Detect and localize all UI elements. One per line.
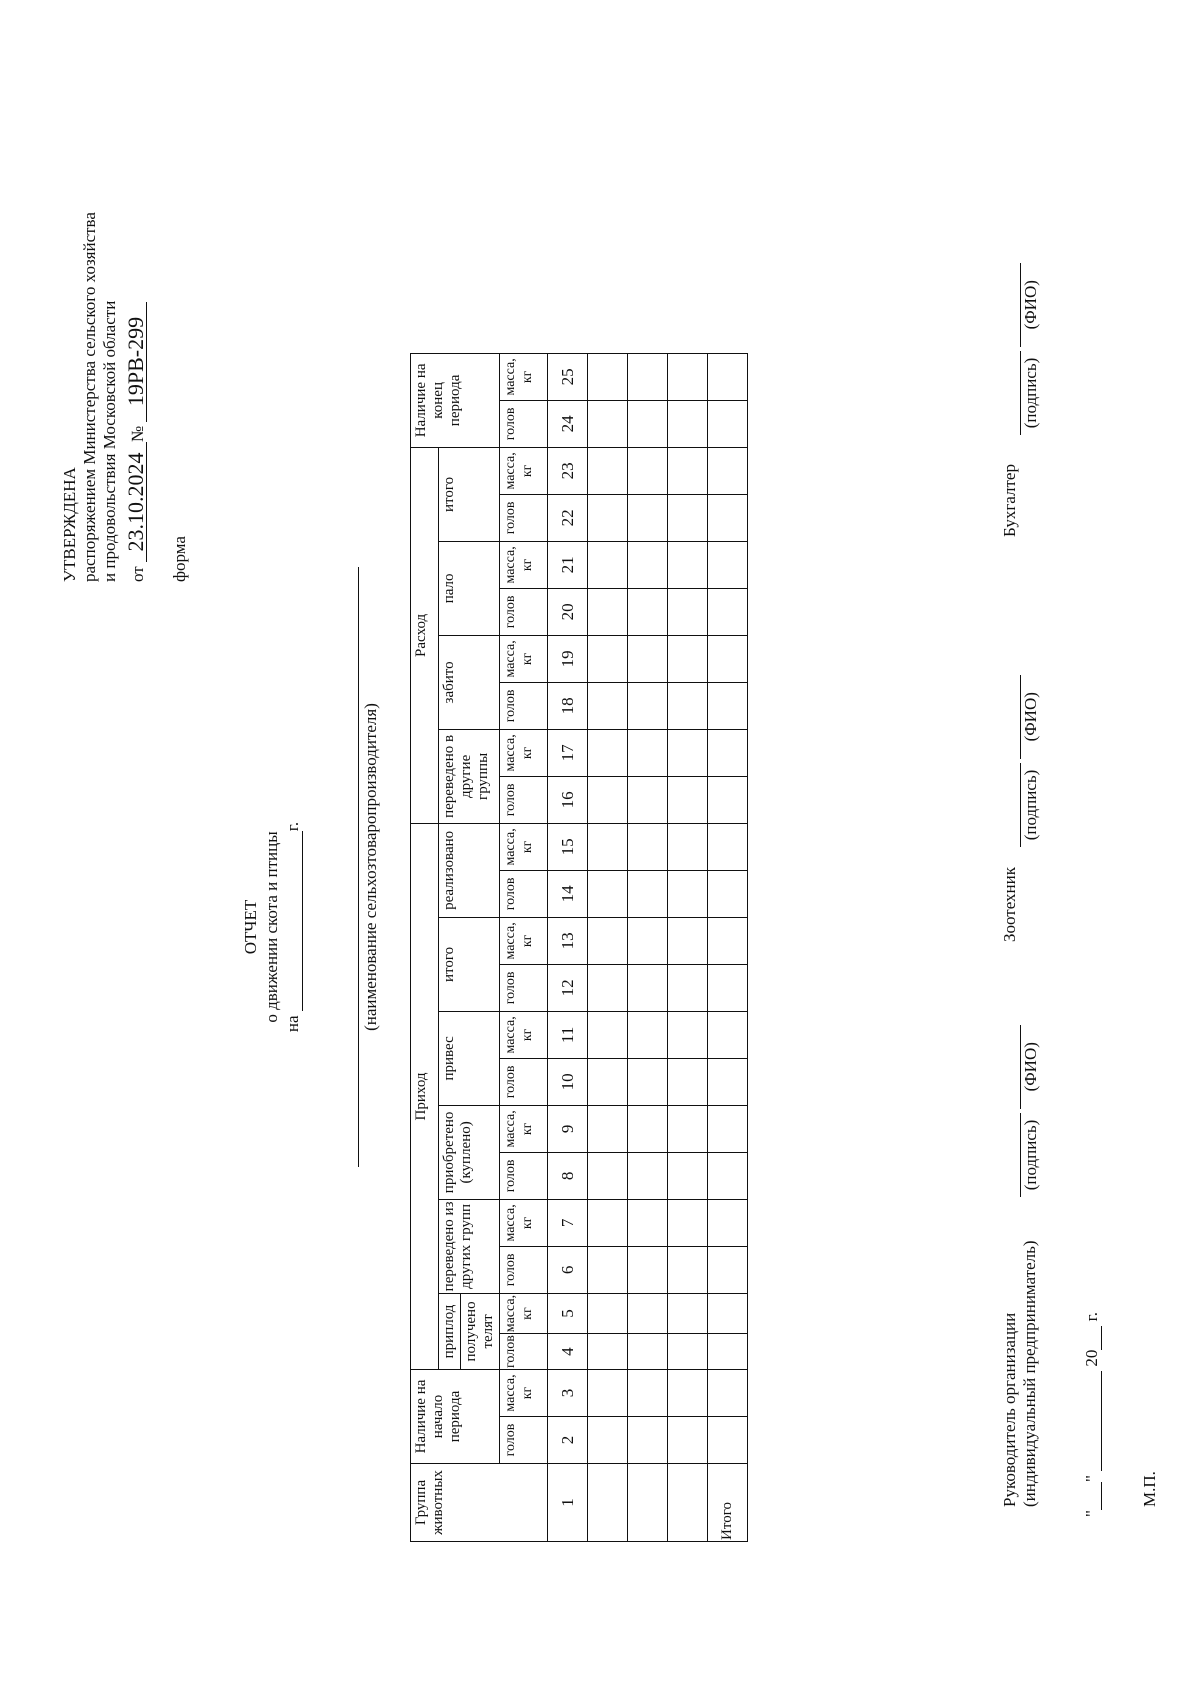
approval-line-2: распоряжением Министерства сельского хозяйства bbox=[80, 212, 99, 582]
mass-unit-header: масса, кг bbox=[500, 353, 548, 400]
approval-date-line bbox=[123, 212, 148, 582]
head-label-2: (индивидуальный предприниматель) bbox=[1020, 1240, 1039, 1507]
table-cell[interactable] bbox=[708, 353, 748, 400]
stamp-label: М.П. bbox=[1140, 1471, 1159, 1507]
table-cell[interactable] bbox=[708, 1417, 748, 1464]
mass-unit-header: масса, кг bbox=[500, 447, 548, 494]
zootech-signature-caption: (подпись) bbox=[1020, 763, 1041, 847]
table-cell[interactable] bbox=[628, 400, 668, 447]
table-cell[interactable] bbox=[668, 1464, 708, 1542]
approval-block bbox=[60, 212, 190, 582]
expense-header: Расход bbox=[411, 447, 439, 823]
table-cell[interactable] bbox=[668, 1293, 708, 1333]
table-cell[interactable] bbox=[668, 917, 708, 964]
heads-unit-header: голов bbox=[500, 1334, 548, 1370]
column-number: 13 bbox=[548, 917, 588, 964]
table-cell[interactable] bbox=[668, 1105, 708, 1152]
table-cell[interactable] bbox=[588, 1246, 628, 1293]
table-cell[interactable] bbox=[708, 494, 748, 541]
bought-header: приобретено (куплено) bbox=[439, 1105, 500, 1199]
table-cell[interactable] bbox=[628, 917, 668, 964]
table-cell[interactable] bbox=[588, 776, 628, 823]
date-year-suffix: г. bbox=[1082, 1312, 1101, 1322]
heads-unit-header: голов bbox=[500, 1246, 548, 1293]
table-cell[interactable] bbox=[708, 917, 748, 964]
table-cell[interactable] bbox=[708, 1152, 748, 1199]
table-cell[interactable] bbox=[588, 1058, 628, 1105]
table-cell[interactable] bbox=[708, 1246, 748, 1293]
table-cell[interactable] bbox=[588, 1105, 628, 1152]
table-cell[interactable] bbox=[668, 776, 708, 823]
table-cell[interactable] bbox=[708, 541, 748, 588]
mass-unit-header: масса, кг bbox=[500, 1199, 548, 1246]
table-cell[interactable] bbox=[708, 870, 748, 917]
mass-unit-header: масса, кг bbox=[500, 1293, 548, 1333]
column-number: 17 bbox=[548, 729, 588, 776]
table-cell[interactable] bbox=[708, 1199, 748, 1246]
table-cell[interactable] bbox=[588, 1199, 628, 1246]
table-cell[interactable] bbox=[668, 870, 708, 917]
date-year-field[interactable] bbox=[1083, 1326, 1102, 1350]
table-cell[interactable] bbox=[668, 823, 708, 870]
table-cell[interactable] bbox=[588, 823, 628, 870]
table-cell[interactable] bbox=[668, 729, 708, 776]
table-cell[interactable] bbox=[668, 1199, 708, 1246]
table-cell[interactable] bbox=[708, 447, 748, 494]
mass-unit-header: масса, кг bbox=[500, 1011, 548, 1058]
table-cell[interactable] bbox=[708, 1011, 748, 1058]
report-title-block bbox=[240, 717, 303, 1137]
date-line bbox=[1082, 1312, 1102, 1517]
column-number: 16 bbox=[548, 776, 588, 823]
table-cell[interactable] bbox=[708, 588, 748, 635]
column-number: 14 bbox=[548, 870, 588, 917]
accountant-signature-caption: (подпись) bbox=[1020, 351, 1041, 435]
mass-unit-header: масса, кг bbox=[500, 823, 548, 870]
column-number: 18 bbox=[548, 682, 588, 729]
on-label: на bbox=[283, 1015, 302, 1033]
heads-unit-header: голов bbox=[500, 964, 548, 1011]
table-cell[interactable] bbox=[708, 635, 748, 682]
table-cell[interactable] bbox=[628, 494, 668, 541]
head-signature-label bbox=[1000, 1240, 1040, 1507]
accountant-label: Бухгалтер bbox=[1000, 464, 1019, 537]
period-field[interactable] bbox=[284, 831, 303, 1011]
approval-number: 19РВ-299 bbox=[126, 302, 147, 422]
date-month-field[interactable] bbox=[1083, 1371, 1102, 1471]
column-number: 15 bbox=[548, 823, 588, 870]
dead-header: пало bbox=[439, 541, 500, 635]
table-cell[interactable] bbox=[668, 353, 708, 400]
approval-line-3: и продовольствия Московской области bbox=[100, 300, 119, 582]
column-number: 24 bbox=[548, 400, 588, 447]
table-cell[interactable] bbox=[628, 1293, 668, 1333]
table-cell[interactable] bbox=[628, 823, 668, 870]
table-cell[interactable] bbox=[628, 588, 668, 635]
approval-title: УТВЕРЖДЕНА bbox=[60, 467, 79, 582]
start-header: Наличие на начало периода bbox=[411, 1370, 500, 1464]
table-cell[interactable] bbox=[588, 1334, 628, 1370]
accountant-fio-caption: (ФИО) bbox=[1020, 263, 1041, 347]
table-cell[interactable] bbox=[628, 682, 668, 729]
from-label: от bbox=[128, 566, 147, 582]
calves-label: получено телят bbox=[460, 1294, 497, 1369]
column-number: 25 bbox=[548, 353, 588, 400]
end-header: Наличие на конец периода bbox=[411, 353, 500, 447]
table-cell[interactable] bbox=[708, 1105, 748, 1152]
column-number: 5 bbox=[548, 1293, 588, 1333]
table-cell[interactable] bbox=[628, 541, 668, 588]
date-day-field[interactable] bbox=[1083, 1482, 1102, 1510]
head-signature-caption: (подпись) bbox=[1020, 1113, 1041, 1197]
mass-unit-header: масса, кг bbox=[500, 1105, 548, 1152]
heads-unit-header: голов bbox=[500, 1417, 548, 1464]
table-cell[interactable] bbox=[588, 635, 628, 682]
heads-unit-header: голов bbox=[500, 400, 548, 447]
income-header: Приход bbox=[411, 823, 439, 1369]
approval-date: 23.10.2024 bbox=[126, 442, 147, 562]
table-cell[interactable] bbox=[628, 447, 668, 494]
mass-unit-header: масса, кг bbox=[500, 635, 548, 682]
table-cell[interactable] bbox=[588, 1464, 628, 1542]
table-cell[interactable] bbox=[588, 541, 628, 588]
mass-unit-header: масса, кг bbox=[500, 1370, 548, 1417]
column-number: 11 bbox=[548, 1011, 588, 1058]
table-cell[interactable] bbox=[588, 870, 628, 917]
column-number: 23 bbox=[548, 447, 588, 494]
table-cell[interactable] bbox=[668, 1152, 708, 1199]
column-number: 7 bbox=[548, 1199, 588, 1246]
mass-unit-header: масса, кг bbox=[500, 541, 548, 588]
column-number: 22 bbox=[548, 494, 588, 541]
table-cell[interactable] bbox=[668, 1334, 708, 1370]
table-cell[interactable] bbox=[628, 1370, 668, 1417]
date-quote-open: " bbox=[1082, 1510, 1101, 1517]
table-cell[interactable] bbox=[588, 588, 628, 635]
year-suffix: г. bbox=[283, 821, 302, 832]
column-number: 4 bbox=[548, 1334, 588, 1370]
column-number: 12 bbox=[548, 964, 588, 1011]
table-cell[interactable] bbox=[708, 964, 748, 1011]
weight-gain-header: привес bbox=[439, 1011, 500, 1105]
table-cell[interactable] bbox=[628, 1152, 668, 1199]
sold-header: реализовано bbox=[439, 823, 500, 917]
table-cell[interactable] bbox=[588, 447, 628, 494]
group-header: Группа животных bbox=[411, 1464, 548, 1542]
slaughtered-header: забито bbox=[439, 635, 500, 729]
table-cell[interactable] bbox=[668, 400, 708, 447]
zootech-signature-fields bbox=[1020, 675, 1041, 847]
table-cell[interactable] bbox=[708, 1058, 748, 1105]
table-cell[interactable] bbox=[588, 682, 628, 729]
table-cell[interactable] bbox=[708, 1293, 748, 1333]
table-cell[interactable] bbox=[588, 729, 628, 776]
heads-unit-header: голов bbox=[500, 494, 548, 541]
offspring-header bbox=[439, 1293, 500, 1369]
table-cell[interactable] bbox=[668, 1417, 708, 1464]
heads-unit-header: голов bbox=[500, 588, 548, 635]
table-cell[interactable] bbox=[668, 635, 708, 682]
table-cell[interactable] bbox=[628, 635, 668, 682]
table-cell[interactable] bbox=[628, 1464, 668, 1542]
table-cell[interactable] bbox=[588, 1417, 628, 1464]
table-cell[interactable] bbox=[668, 588, 708, 635]
column-number: 21 bbox=[548, 541, 588, 588]
expense-total-header: итого bbox=[439, 447, 500, 541]
table-cell[interactable] bbox=[628, 870, 668, 917]
table-cell[interactable] bbox=[708, 1370, 748, 1417]
table-cell[interactable] bbox=[588, 400, 628, 447]
column-number: 19 bbox=[548, 635, 588, 682]
table-cell[interactable] bbox=[628, 1011, 668, 1058]
table-cell[interactable] bbox=[668, 1246, 708, 1293]
income-total-header: итого bbox=[439, 917, 500, 1011]
head-label-1: Руководитель организации bbox=[1000, 1312, 1019, 1507]
transferred-in-header: переведено из других групп bbox=[439, 1199, 500, 1293]
table-cell[interactable] bbox=[668, 447, 708, 494]
table-cell[interactable] bbox=[628, 1058, 668, 1105]
table-cell[interactable] bbox=[708, 682, 748, 729]
total-row-label: Итого bbox=[708, 1464, 748, 1542]
producer-name-caption: (наименование сельхозтоваропроизводителя) bbox=[358, 567, 381, 1167]
table-cell[interactable] bbox=[668, 964, 708, 1011]
head-signature-fields bbox=[1020, 1025, 1041, 1197]
movement-table bbox=[410, 353, 748, 1542]
table-cell[interactable] bbox=[588, 964, 628, 1011]
report-period-line bbox=[282, 717, 303, 1137]
table-cell[interactable] bbox=[708, 729, 748, 776]
table-cell[interactable] bbox=[588, 1293, 628, 1333]
column-number: 6 bbox=[548, 1246, 588, 1293]
column-number: 20 bbox=[548, 588, 588, 635]
table-cell[interactable] bbox=[668, 682, 708, 729]
number-label: № bbox=[128, 425, 147, 443]
column-number: 10 bbox=[548, 1058, 588, 1105]
zootech-label: Зоотехник bbox=[1000, 867, 1019, 942]
table-cell[interactable] bbox=[668, 1058, 708, 1105]
heads-unit-header: голов bbox=[500, 1152, 548, 1199]
report-title: ОТЧЕТ bbox=[241, 899, 260, 955]
mass-unit-header: масса, кг bbox=[500, 729, 548, 776]
column-number: 8 bbox=[548, 1152, 588, 1199]
table-cell[interactable] bbox=[708, 400, 748, 447]
table-cell[interactable] bbox=[588, 1152, 628, 1199]
accountant-signature-fields bbox=[1020, 263, 1041, 435]
table-cell[interactable] bbox=[628, 1417, 668, 1464]
report-subtitle: о движении скота и птицы bbox=[262, 831, 281, 1023]
table-cell[interactable] bbox=[588, 353, 628, 400]
table-cell[interactable] bbox=[668, 1370, 708, 1417]
column-number: 2 bbox=[548, 1417, 588, 1464]
mass-unit-header: масса, кг bbox=[500, 917, 548, 964]
table-cell[interactable] bbox=[708, 1334, 748, 1370]
offspring-label: приплод bbox=[441, 1304, 457, 1359]
table-cell[interactable] bbox=[708, 776, 748, 823]
table-cell[interactable] bbox=[668, 541, 708, 588]
table-cell[interactable] bbox=[628, 353, 668, 400]
heads-unit-header: голов bbox=[500, 682, 548, 729]
table-cell[interactable] bbox=[708, 823, 748, 870]
table-cell[interactable] bbox=[588, 494, 628, 541]
table-cell[interactable] bbox=[628, 1105, 668, 1152]
table-cell[interactable] bbox=[628, 1334, 668, 1370]
table-cell[interactable] bbox=[668, 494, 708, 541]
table-cell[interactable] bbox=[628, 776, 668, 823]
table-cell[interactable] bbox=[628, 964, 668, 1011]
table-cell[interactable] bbox=[588, 1370, 628, 1417]
table-cell[interactable] bbox=[628, 1199, 668, 1246]
heads-unit-header: голов bbox=[500, 870, 548, 917]
heads-unit-header: голов bbox=[500, 1058, 548, 1105]
table-cell[interactable] bbox=[628, 1246, 668, 1293]
zootech-fio-caption: (ФИО) bbox=[1020, 675, 1041, 759]
column-number: 9 bbox=[548, 1105, 588, 1152]
transferred-out-header: переведено в другие группы bbox=[439, 729, 500, 823]
form-label: форма bbox=[170, 536, 189, 582]
column-number: 3 bbox=[548, 1370, 588, 1417]
table-cell[interactable] bbox=[628, 729, 668, 776]
table-cell[interactable] bbox=[588, 1011, 628, 1058]
table-cell[interactable] bbox=[588, 917, 628, 964]
heads-unit-header: голов bbox=[500, 776, 548, 823]
head-fio-caption: (ФИО) bbox=[1020, 1025, 1041, 1109]
table-cell[interactable] bbox=[668, 1011, 708, 1058]
date-century: 20 bbox=[1082, 1349, 1101, 1367]
column-number: 1 bbox=[548, 1464, 588, 1542]
date-quote-close: " bbox=[1082, 1475, 1101, 1483]
